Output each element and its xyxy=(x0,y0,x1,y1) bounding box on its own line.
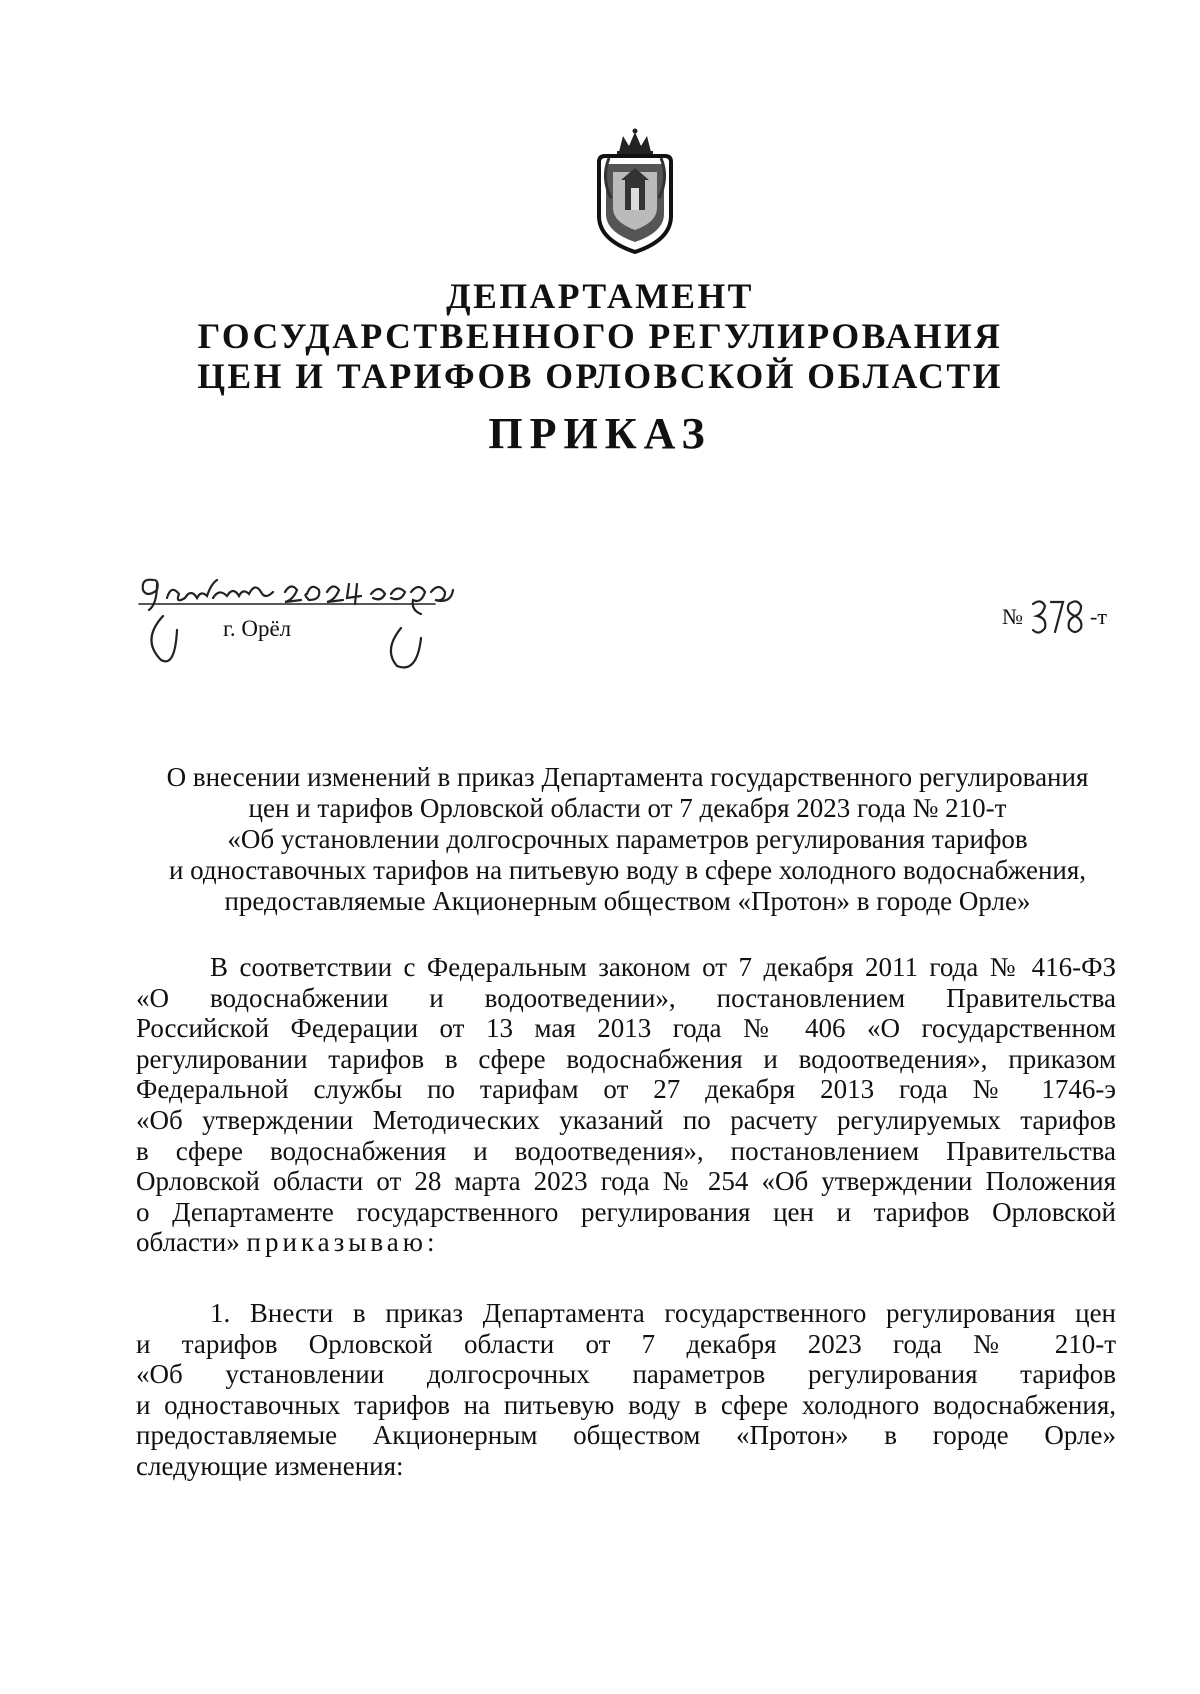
paragraph-line: Орловской области от 28 марта 2023 года № 254 «Об утверждении Положения xyxy=(136,1166,1116,1197)
header-line: ДЕПАРТАМЕНТ xyxy=(446,276,754,316)
subject-line: «Об установлении долгосрочных параметров регулирования тарифов xyxy=(227,824,1028,854)
paragraph-line: предоставляемые Акционерным обществом «Протон» в городе Орле» xyxy=(136,1420,1116,1451)
document-type-title: ПРИКАЗ xyxy=(488,409,712,458)
handwritten-number xyxy=(1029,596,1085,638)
paragraph-line: 1. Внести в приказ Департамента государственного регулирования цен xyxy=(210,1298,1116,1328)
paragraph-line: о Департаменте государственного регулирования цен и тарифов Орловской xyxy=(136,1196,1116,1227)
preamble-paragraph xyxy=(136,952,1116,1258)
department-header xyxy=(0,276,1200,396)
subject-line: предоставляемые Акционерным обществом «Протон» в городе Орле» xyxy=(224,886,1031,916)
header-line: ГОСУДАРСТВЕННОГО РЕГУЛИРОВАНИЯ xyxy=(197,316,1003,356)
paragraph-line: в сфере водоснабжения и водоотведения», постановлением Правительства xyxy=(136,1135,1116,1166)
paragraph-line: и одноставочных тарифов на питьевую воду в сфере холодного водоснабжения, xyxy=(136,1389,1116,1420)
paragraph-line: В соответствии с Федеральным законом от 7 декабря 2011 года № 416-ФЗ xyxy=(210,952,1116,982)
order-number xyxy=(1002,596,1107,638)
coat-of-arms-emblem xyxy=(591,128,679,254)
header-line: ЦЕН И ТАРИФОВ ОРЛОВСКОЙ ОБЛАСТИ xyxy=(197,356,1003,396)
paragraph-line: следующие изменения: xyxy=(136,1450,404,1481)
handwritten-date xyxy=(135,570,465,680)
paragraph-last-line xyxy=(136,1227,1116,1258)
subject-line: и одноставочных тарифов на питьевую воду в сфере холодного водоснабжения, xyxy=(168,855,1087,885)
paragraph-line: «О водоснабжении и водоотведении», постановлением Правительства xyxy=(136,982,1116,1013)
item-1-paragraph xyxy=(136,1298,1116,1482)
subject-line: О внесении изменений в приказ Департамента государственного регулирования xyxy=(166,762,1089,792)
paragraph-line: регулировании тарифов в сфере водоснабжения и водоотведения», приказом xyxy=(136,1043,1116,1074)
order-subject xyxy=(140,762,1115,917)
paragraph-line: «Об установлении долгосрочных параметров регулирования тарифов xyxy=(136,1359,1116,1390)
paragraph-line: Федеральной службы по тарифам от 27 декабря 2013 года № 1746-э xyxy=(136,1074,1116,1105)
number-label: № xyxy=(1002,604,1023,629)
date-block xyxy=(135,570,465,680)
number-suffix: -т xyxy=(1090,604,1107,629)
paragraph-line: Российской Федерации от 13 мая 2013 года № 406 «О государственном xyxy=(136,1013,1116,1044)
paragraph-line: «Об утверждении Методических указаний по расчету регулируемых тарифов xyxy=(136,1104,1116,1135)
city-label: г. Орёл xyxy=(223,616,292,641)
paragraph-line: и тарифов Орловской области от 7 декабря 2023 года № 210-т xyxy=(136,1328,1116,1359)
paragraph-text: области» xyxy=(136,1227,247,1258)
subject-line: цен и тарифов Орловской области от 7 декабря 2023 года № 210-т xyxy=(248,793,1007,823)
order-verb: приказываю: xyxy=(246,1227,439,1258)
